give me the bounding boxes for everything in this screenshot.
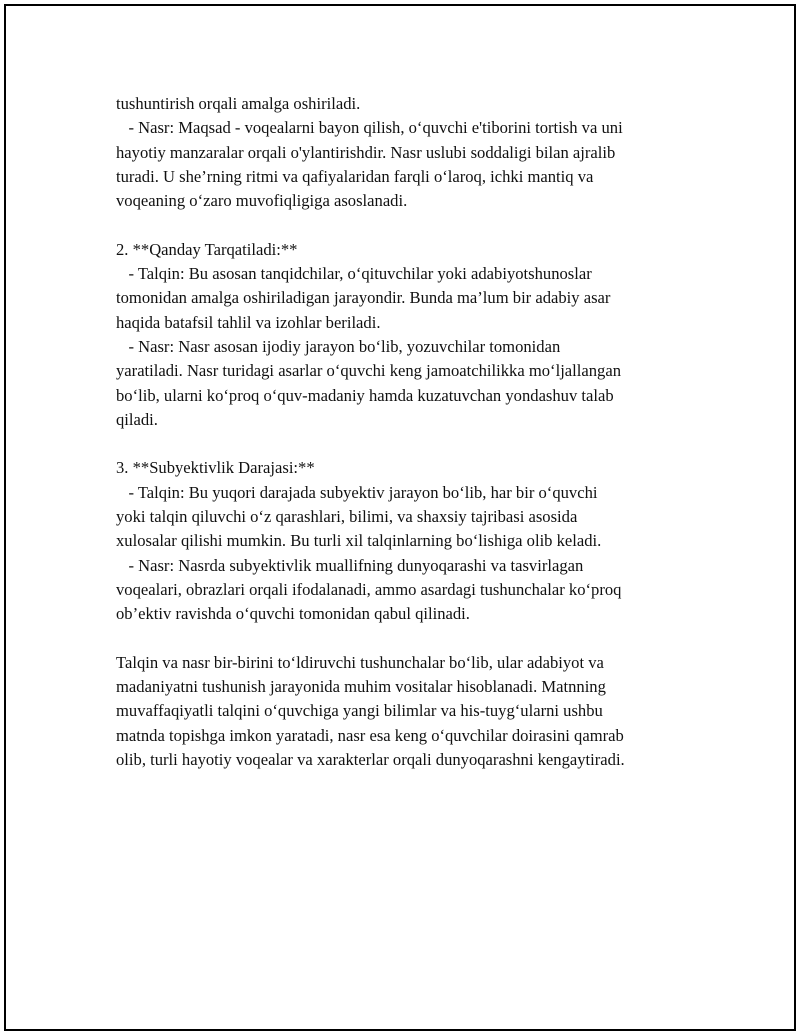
- paragraph-2: [116, 238, 696, 432]
- text-line: qiladi.: [116, 409, 158, 429]
- text-line: yoki talqin qiluvchi o‘z qarashlari, bilimi, va shaxsiy tajribasi asosida: [116, 507, 578, 527]
- section-heading: 2. **Qanday Tarqatiladi:**: [116, 239, 298, 259]
- text-line: Talqin va nasr bir-birini to‘ldiruvchi tushunchalar bo‘lib, ular adabiyot va: [116, 652, 604, 672]
- text-line: olib, turli hayotiy voqealar va xarakterlar orqali dunyoqarashni kengaytiradi.: [116, 750, 625, 770]
- text-line: - Nasr: Nasr asosan ijodiy jarayon bo‘lib, yozuvchilar tomonidan: [116, 336, 561, 356]
- text-line: hayotiy manzaralar orqali o'ylantirishdir. Nasr uslubi soddaligi bilan ajralib: [116, 142, 616, 162]
- text-line: ob’ektiv ravishda o‘quvchi tomonidan qabul qilinadi.: [116, 604, 470, 624]
- paragraph-gap: [116, 432, 696, 456]
- text-line: xulosalar qilishi mumkin. Bu turli xil talqinlarning bo‘lishiga olib keladi.: [116, 531, 602, 551]
- text-line: voqeaning o‘zaro muvofiqligiga asoslanadi.: [116, 191, 408, 211]
- paragraph-3: [116, 456, 696, 626]
- text-line: yaratiladi. Nasr turidagi asarlar o‘quvchi keng jamoatchilikka mo‘ljallangan: [116, 361, 622, 381]
- text-line: turadi. U she’rning ritmi va qafiyalaridan farqli o‘laroq, ichki mantiq va: [116, 166, 594, 186]
- paragraph-gap: [116, 627, 696, 651]
- text-line: voqealari, obrazlari orqali ifodalanadi, ammo asardagi tushunchalar ko‘proq: [116, 579, 622, 599]
- document-body: [116, 92, 696, 772]
- text-line: muvaffaqiyatli talqini o‘quvchiga yangi bilimlar va his-tuyg‘ularni ushbu: [116, 701, 603, 721]
- text-line: tushuntirish orqali amalga oshiriladi.: [116, 94, 361, 113]
- paragraph-gap: [116, 213, 696, 237]
- text-line: madaniyatni tushunish jarayonida muhim vositalar hisoblanadi. Matnning: [116, 677, 606, 697]
- section-heading: 3. **Subyektivlik Darajasi:**: [116, 458, 315, 478]
- text-line: matnda topishga imkon yaratadi, nasr esa keng o‘quvchilar doirasini qamrab: [116, 725, 624, 745]
- paragraph-4: [116, 651, 696, 772]
- text-line: - Nasr: Maqsad - voqealarni bayon qilish, o‘quvchi e'tiborini tortish va uni: [116, 118, 623, 138]
- text-line: - Talqin: Bu yuqori darajada subyektiv jarayon bo‘lib, har bir o‘quvchi: [116, 482, 598, 502]
- text-line: tomonidan amalga oshiriladigan jarayondir. Bunda ma’lum bir adabiy asar: [116, 288, 611, 308]
- text-line: haqida batafsil tahlil va izohlar beriladi.: [116, 312, 381, 332]
- paragraph-1: [116, 92, 696, 213]
- text-line: - Nasr: Nasrda subyektivlik muallifning dunyoqarashi va tasvirlagan: [116, 555, 584, 575]
- text-line: - Talqin: Bu asosan tanqidchilar, o‘qituvchilar yoki adabiyotshunoslar: [116, 264, 592, 284]
- text-line: bo‘lib, ularni ko‘proq o‘quv-madaniy hamda kuzatuvchan yondashuv talab: [116, 385, 614, 405]
